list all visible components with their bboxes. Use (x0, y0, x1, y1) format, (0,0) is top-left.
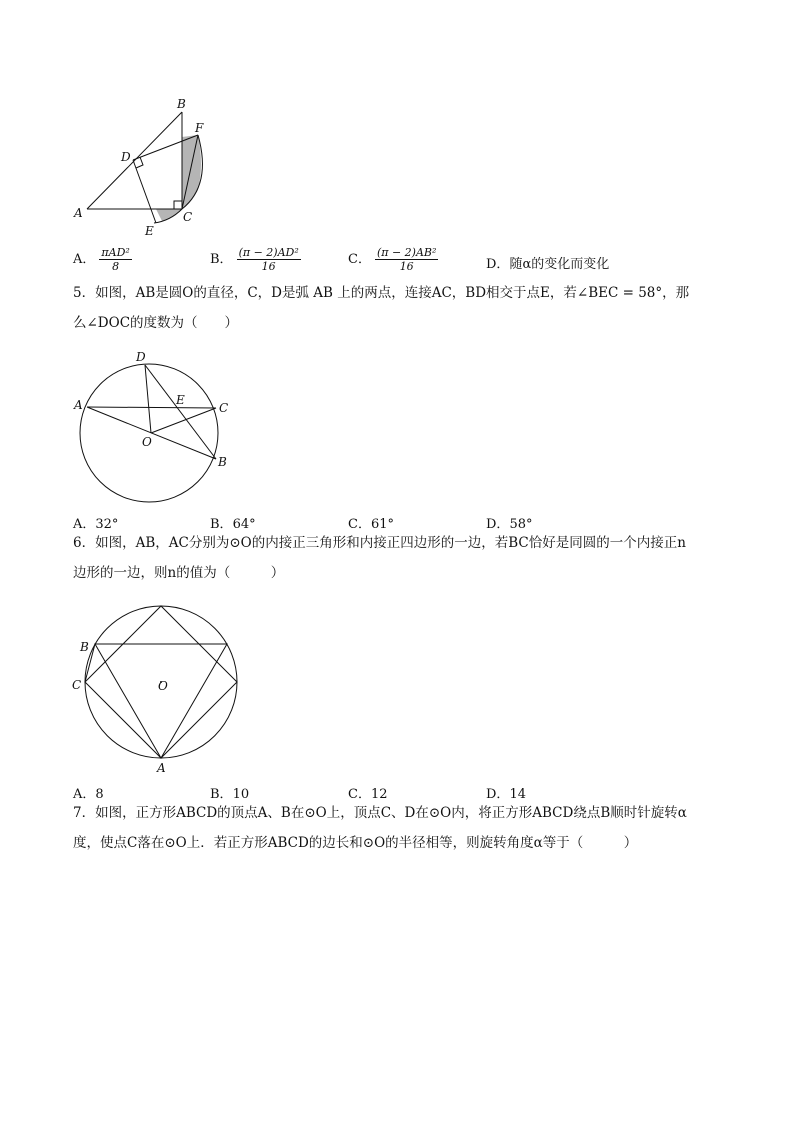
q4-option-c-letter: C． (348, 252, 371, 267)
q5-stem-line1: 5．如图，AB是圆O的直径，C，D是弧 AB 上的两点，连接AC，BD相交于点E，若∠BEC = 58°，那 (73, 285, 690, 301)
q6-option-b-text: 10 (232, 787, 250, 802)
q5-option-d (486, 513, 532, 532)
q4-option-a-fraction (99, 246, 131, 273)
q4-label-D: D (121, 150, 131, 164)
q4-label-A: A (74, 206, 83, 220)
q4-option-a (73, 246, 132, 273)
q6-label-O: O (158, 679, 168, 693)
q4-option-b-numerator: (π − 2)AD² (238, 246, 299, 259)
q5-option-d-letter: D． (486, 517, 510, 532)
q4-label-F: F (195, 121, 204, 135)
q5-option-b (210, 513, 256, 532)
q4-label-C: C (183, 210, 193, 224)
q4-option-b-denominator: 16 (261, 260, 276, 273)
q4-option-a-numerator: πAD² (101, 246, 130, 259)
q4-option-d (486, 253, 609, 272)
q4-option-c-denominator: 16 (399, 260, 414, 273)
q5-option-a-text: 32° (95, 517, 119, 532)
q5-option-d-text: 58° (509, 517, 533, 532)
q5-label-A: A (74, 398, 83, 412)
q5-label-O: O (142, 435, 152, 449)
q4-option-c-fraction (375, 246, 438, 273)
q7-stem-line2: 度，使点C落在⊙O上．若正方形ABCD的边长和⊙O的半径相等，则旋转角度α等于（ ） (73, 835, 638, 851)
q4-option-a-letter: A． (73, 252, 96, 267)
q6-option-a (73, 783, 104, 802)
q6-stem-line2: 边形的一边，则n的值为（ ） (73, 565, 285, 581)
q4-figure (70, 95, 220, 240)
q6-figure (70, 598, 245, 778)
q5-circle (80, 364, 218, 502)
q5-line-DO (145, 365, 151, 433)
q6-option-d-text: 14 (509, 787, 526, 802)
q5-option-a-letter: A． (73, 517, 96, 532)
q6-label-B: B (80, 640, 89, 654)
q7-stem-line1: 7．如图，正方形ABCD的顶点A、B在⊙O上，顶点C、D在⊙O内，将正方形ABCD绕点B顺时针旋转α (73, 805, 687, 821)
q6-option-a-text: 8 (95, 787, 104, 802)
q6-option-b (210, 783, 249, 802)
q4-option-d-text: 随α的变化而变化 (509, 257, 610, 272)
q6-option-c-text: 12 (370, 787, 388, 802)
q4-option-b (210, 246, 301, 273)
q4-option-c-numerator: (π − 2)AB² (376, 246, 437, 259)
q5-option-c (348, 513, 394, 532)
q5-line-OC (151, 408, 216, 433)
q4-option-b-fraction (237, 246, 301, 273)
q4-line-AB (87, 112, 182, 209)
q6-option-c (348, 783, 388, 802)
q5-label-D: D (136, 350, 146, 364)
q4-option-b-letter: B． (210, 252, 233, 267)
q6-label-C: C (72, 678, 82, 692)
q6-option-d (486, 783, 526, 802)
q5-option-c-letter: C． (348, 517, 371, 532)
q6-stem-line1: 6．如图，AB，AC分别为⊙O的内接正三角形和内接正四边形的一边，若BC恰好是同圆的一个内接正n (73, 535, 686, 551)
q6-option-c-letter: C． (348, 787, 371, 802)
q4-option-c (348, 246, 438, 273)
q5-option-a (73, 513, 118, 532)
q4-right-angle-C (174, 201, 182, 209)
q4-shaded-lower (156, 209, 182, 221)
q6-option-a-letter: A． (73, 787, 96, 802)
q4-option-a-denominator: 8 (112, 260, 120, 273)
q4-label-B: B (177, 97, 186, 111)
q4-line-DE (133, 160, 156, 223)
q5-label-E: E (176, 393, 185, 407)
q5-label-C: C (219, 401, 229, 415)
q5-stem-line2: 么∠DOC的度数为（ ） (73, 315, 239, 331)
q5-figure (72, 348, 232, 508)
q4-label-E: E (145, 224, 154, 238)
q6-label-A: A (157, 761, 166, 775)
q6-option-d-letter: D． (486, 787, 510, 802)
q5-option-b-letter: B． (210, 517, 233, 532)
q5-option-c-text: 61° (370, 517, 394, 532)
q5-option-b-text: 64° (232, 517, 256, 532)
q4-option-d-letter: D． (486, 257, 510, 272)
q5-label-B: B (218, 455, 227, 469)
q5-line-AC (87, 407, 216, 408)
q6-option-b-letter: B． (210, 787, 233, 802)
q6-triangle (95, 644, 227, 758)
